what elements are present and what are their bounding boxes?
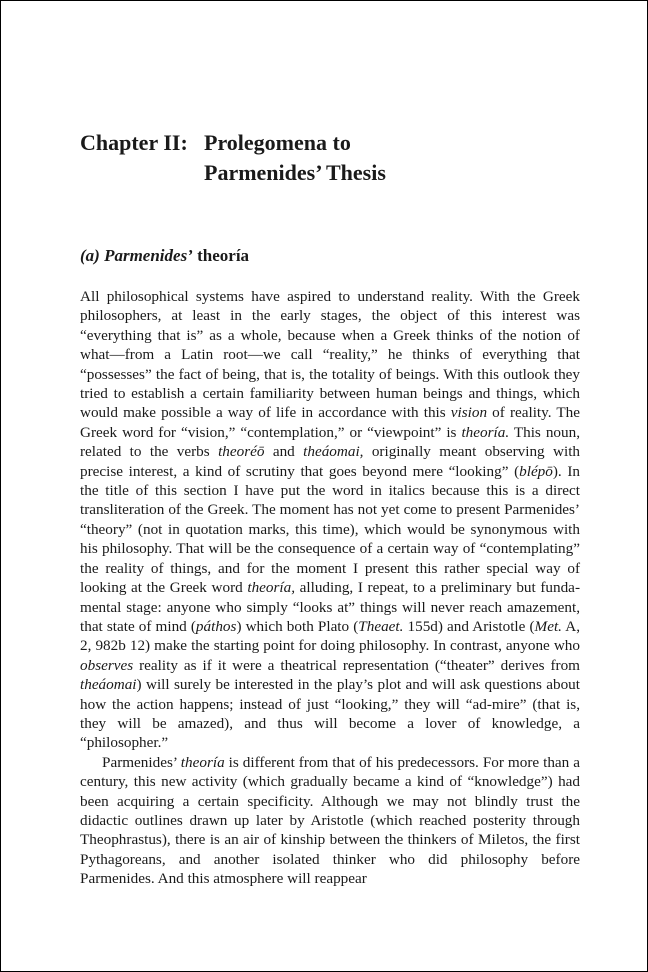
paragraph1-run: ) will surely be interested in the play’s plot and will ask questions about how the action happens; instead of just “looking,” they will “ad-mire” (that is, they will be amazed), and thus will become a lover of knowledge, a “philosopher.” [80, 676, 580, 752]
body-text [80, 287, 580, 889]
paragraph1-run: theáomai [80, 676, 137, 694]
paragraph1-run: of reality. The Greek word for “vision,” “contemplation,” or “viewpoint” is [80, 404, 580, 441]
paragraph1-run: vision [450, 404, 488, 422]
section-heading [80, 245, 249, 267]
paragraph1-run: ) which both Plato ( [236, 617, 359, 635]
section-term: theoría [197, 246, 250, 265]
chapter-label: Chapter II: [80, 130, 188, 155]
paragraph2-run: is different from that of his predecessors. For more than a century, this new activity (which gradually became a kind of “knowledge”) had been acquiring a certain specificity. Although we may not blindly trust the didactic outlines drawn up later by Aristotle (which reached posterity through Theophrastus), there is an air of kinship between the thinkers of Miletos, the first Pythagoreans, and another isolated thinker who did philosophy before Parmenides. And this atmosphere will reappear [80, 753, 581, 888]
paragraph1-run: 155d) and Aristotle ( [403, 617, 535, 635]
paragraph1-run: This noun, related to the verbs [80, 423, 580, 461]
paragraph1-run: theoría, [247, 579, 296, 597]
paragraph-2 [80, 753, 580, 889]
chapter-title-text-1: Prolegomena to [204, 130, 351, 155]
chapter-title-line-1 [80, 128, 386, 158]
paragraph1-run: theoría. [461, 423, 510, 441]
paragraph1-run: theáomai, [303, 443, 364, 461]
section-name: Parmenides’ [104, 246, 193, 265]
paragraph1-run: alluding, I repeat, to a preliminary but fundamental stage: anyone who simply “looks at” things will never reach amazement, that state of mind ( [80, 579, 580, 635]
paragraph1-run: observes [80, 656, 134, 674]
paragraph1-run: A, 2, 982b 12) make the starting point for doing philosophy. In contrast, anyone who [80, 617, 580, 655]
chapter-title-text-2: Parmenides’ Thesis [204, 160, 386, 185]
paragraph1-run: theoréō [218, 443, 265, 461]
paragraph1-run: páthos [195, 617, 237, 635]
chapter-title [80, 128, 386, 188]
paragraph1-run: ). In the title of this section I have put the word in italics because this is a direct transliteration of the Greek. The moment has not yet come to present Parmenides’ “theory” (not in quotation marks, this time), which would be synonymous with his philosophy. That will be the consequence of a certain way of “contemplating” the reality of things, and for the moment I present this rather special way of looking at the Greek word [80, 462, 580, 597]
paragraph-1 [80, 287, 580, 753]
chapter-title-line-2 [80, 158, 386, 188]
paragraph1-run: originally meant observing with precise interest, a kind of scrutiny that goes beyond mere “looking” ( [80, 443, 581, 480]
paragraph2-run: theoría [180, 753, 225, 771]
paragraph1-run: All philosophical systems have aspired to understand reality. With the Greek philosophers, at least in the early stages, the object of this interest was “everything that is” as a whole, because when a Greek thinks of the notion of what—from a Latin root—we call “reality,” he thinks of everything that “possesses” the fact of being, that is, the totality of beings. With this outlook they tried to establish a certain familiarity between human beings and things, which would make possible a way of life in accordance with this [80, 288, 580, 422]
section-marker: (a) [80, 246, 100, 265]
paragraph1-run: blépō [519, 462, 553, 480]
paragraph1-run: Met. [534, 617, 562, 635]
paragraph1-run: and [264, 443, 304, 461]
paragraph2-run: Parmenides’ [102, 753, 181, 771]
paragraph1-run: reality as if it were a theatrical representation (“theater” derives from [133, 656, 580, 674]
paragraph1-run: Theaet. [358, 617, 404, 635]
